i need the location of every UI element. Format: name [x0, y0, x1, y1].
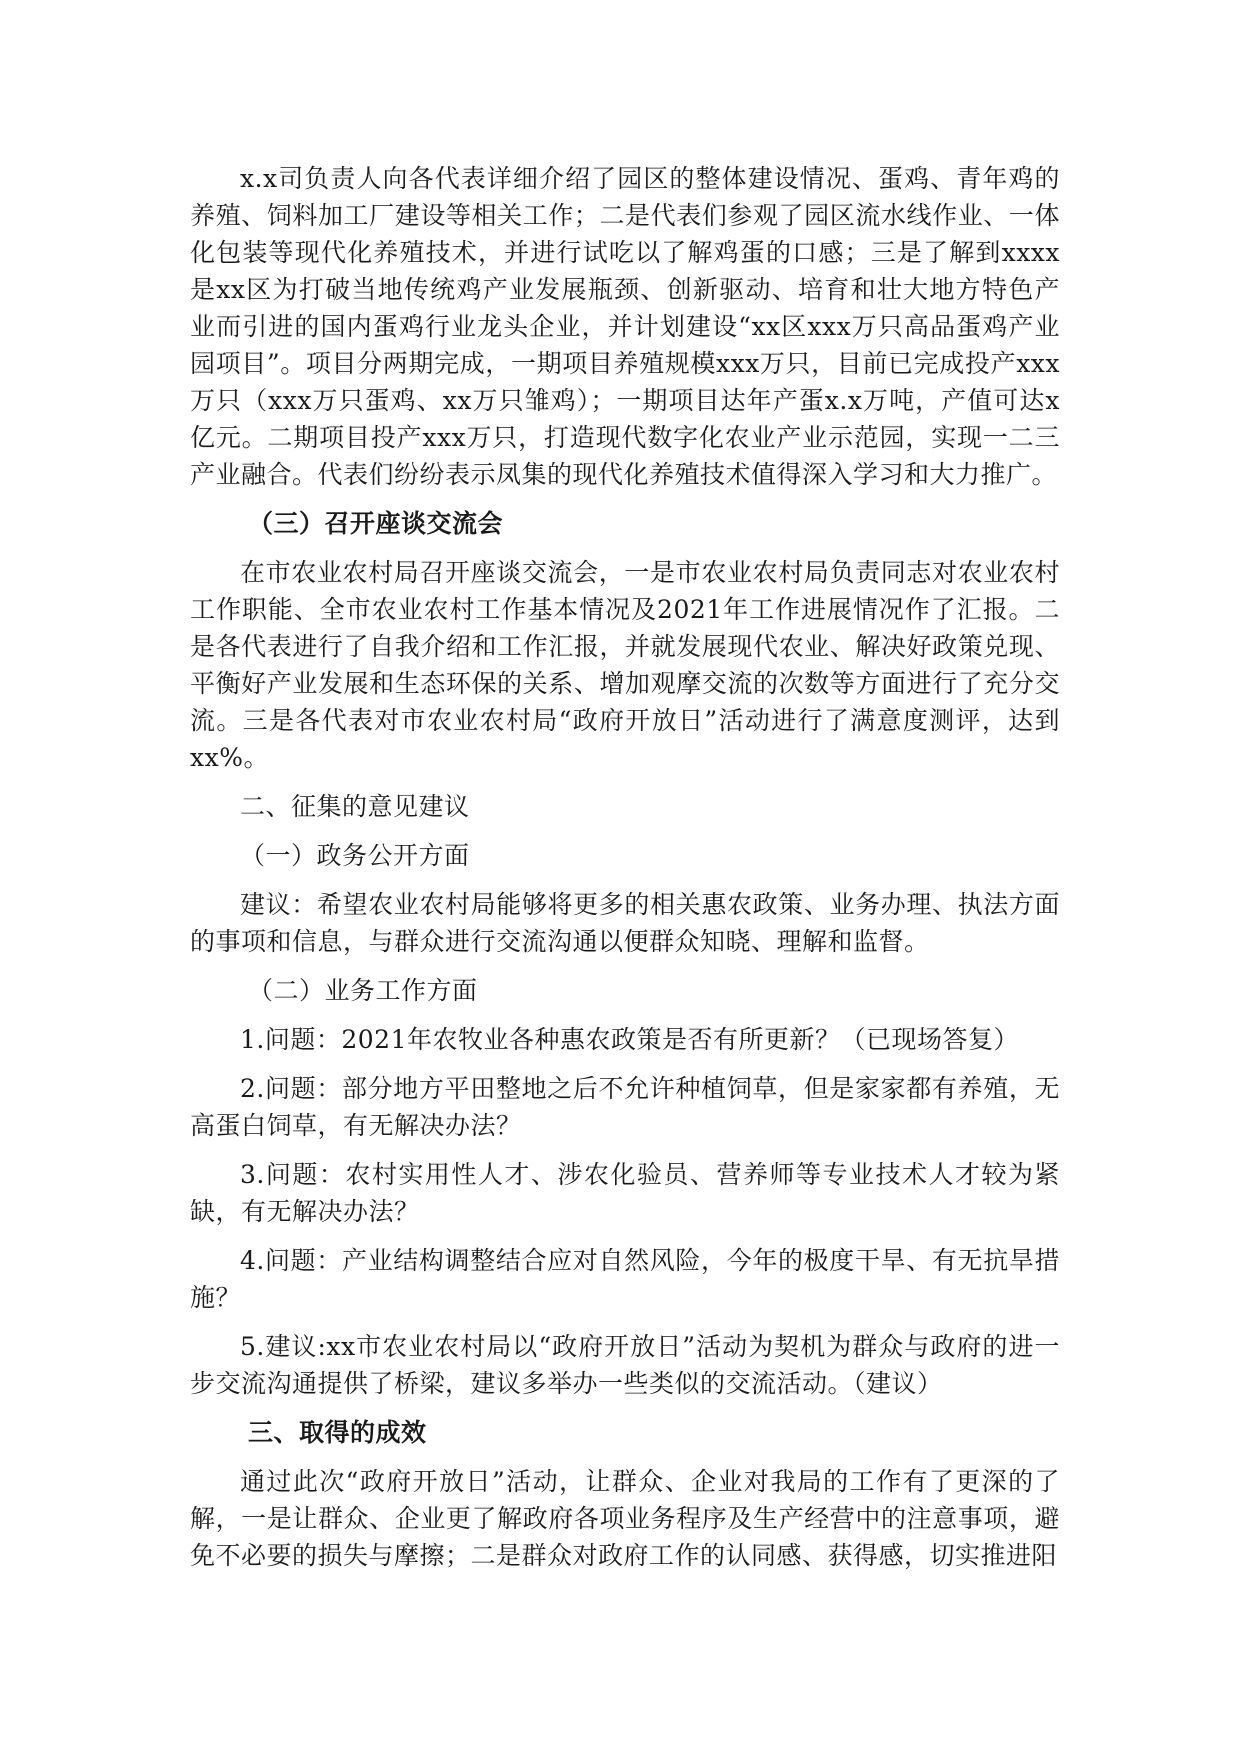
- document-body: [190, 160, 1060, 1586]
- list-item-question-2: 2.问题：部分地方平田整地之后不允许种植饲草，但是家家都有养殖，无高蛋白饲草，有无解决办法？: [190, 1074, 1060, 1140]
- list-item-suggestion-5: 5.建议:xx市农业农村局以“政府开放日”活动为契机为群众与政府的进一步交流沟通提供了桥梁，建议多举办一些类似的交流活动。（建议）: [190, 1332, 1060, 1398]
- heading-suggestions: 二、征集的意见建议: [240, 792, 470, 821]
- paragraph-park-visit: x.x司负责人向各代表详细介绍了园区的整体建设情况、蛋鸡、青年鸡的养殖、饲料加工厂建设等相关工作；二是代表们参观了园区流水线作业、一体化包装等现代化养殖技术，并进行试吃以了解鸡蛋的口感；三是了解到xxxx是xx区为打破当地传统鸡产业发展瓶颈、创新驱动、培育和壮大地方特色产业而引进的国内蛋鸡行业龙头企业，并计划建设“xx区xxx万只高品蛋鸡产业园项目”。项目分两期完成，一期项目养殖规模xxx万只，目前已完成投产xxx万只（xxx万只蛋鸡、xx万只雏鸡）；一期项目达年产蛋x.x万吨，产值可达x亿元。二期项目投产xxx万只，打造现代数字化农业产业示范园，实现一二三产业融合。代表们纷纷表示凤集的现代化养殖技术值得深入学习和大力推广。: [190, 164, 1060, 489]
- heading-results: 三、取得的成效: [248, 1418, 427, 1447]
- paragraph-results: 通过此次“政府开放日”活动，让群众、企业对我局的工作有了更深的了解，一是让群众、企业更了解政府各项业务程序及生产经营中的注意事项，避免不必要的损失与摩擦；二是群众对政府工作的认同感、获得感，切实推进阳: [190, 1467, 1060, 1570]
- heading-symposium: （三）召开座谈交流会: [248, 509, 504, 538]
- heading-government-affairs: （一）政务公开方面: [240, 841, 470, 870]
- list-item-question-4: 4.问题：产业结构调整结合应对自然风险，今年的极度干旱、有无抗旱措施？: [190, 1246, 1060, 1312]
- paragraph-symposium: 在市农业农村局召开座谈交流会，一是市农业农村局负责同志对农业农村工作职能、全市农业农村工作基本情况及2021年工作进展情况作了汇报。二是各代表进行了自我介绍和工作汇报，并就发展现代农业、解决好政策兑现、平衡好产业发展和生态环保的关系、增加观摩交流的次数等方面进行了充分交流。三是各代表对市农业农村局“政府开放日”活动进行了满意度测评，达到xx%。: [190, 558, 1060, 772]
- paragraph-government-affairs-suggestion: 建议：希望农业农村局能够将更多的相关惠农政策、业务办理、执法方面的事项和信息，与群众进行交流沟通以便群众知晓、理解和监督。: [190, 890, 1060, 956]
- list-item-question-1: 1.问题：2021年农牧业各种惠农政策是否有所更新？（已现场答复）: [240, 1025, 1019, 1054]
- list-item-question-3: 3.问题：农村实用性人才、涉农化验员、营养师等专业技术人才较为紧缺，有无解决办法？: [190, 1160, 1060, 1226]
- heading-business-work: （二）业务工作方面: [248, 976, 478, 1005]
